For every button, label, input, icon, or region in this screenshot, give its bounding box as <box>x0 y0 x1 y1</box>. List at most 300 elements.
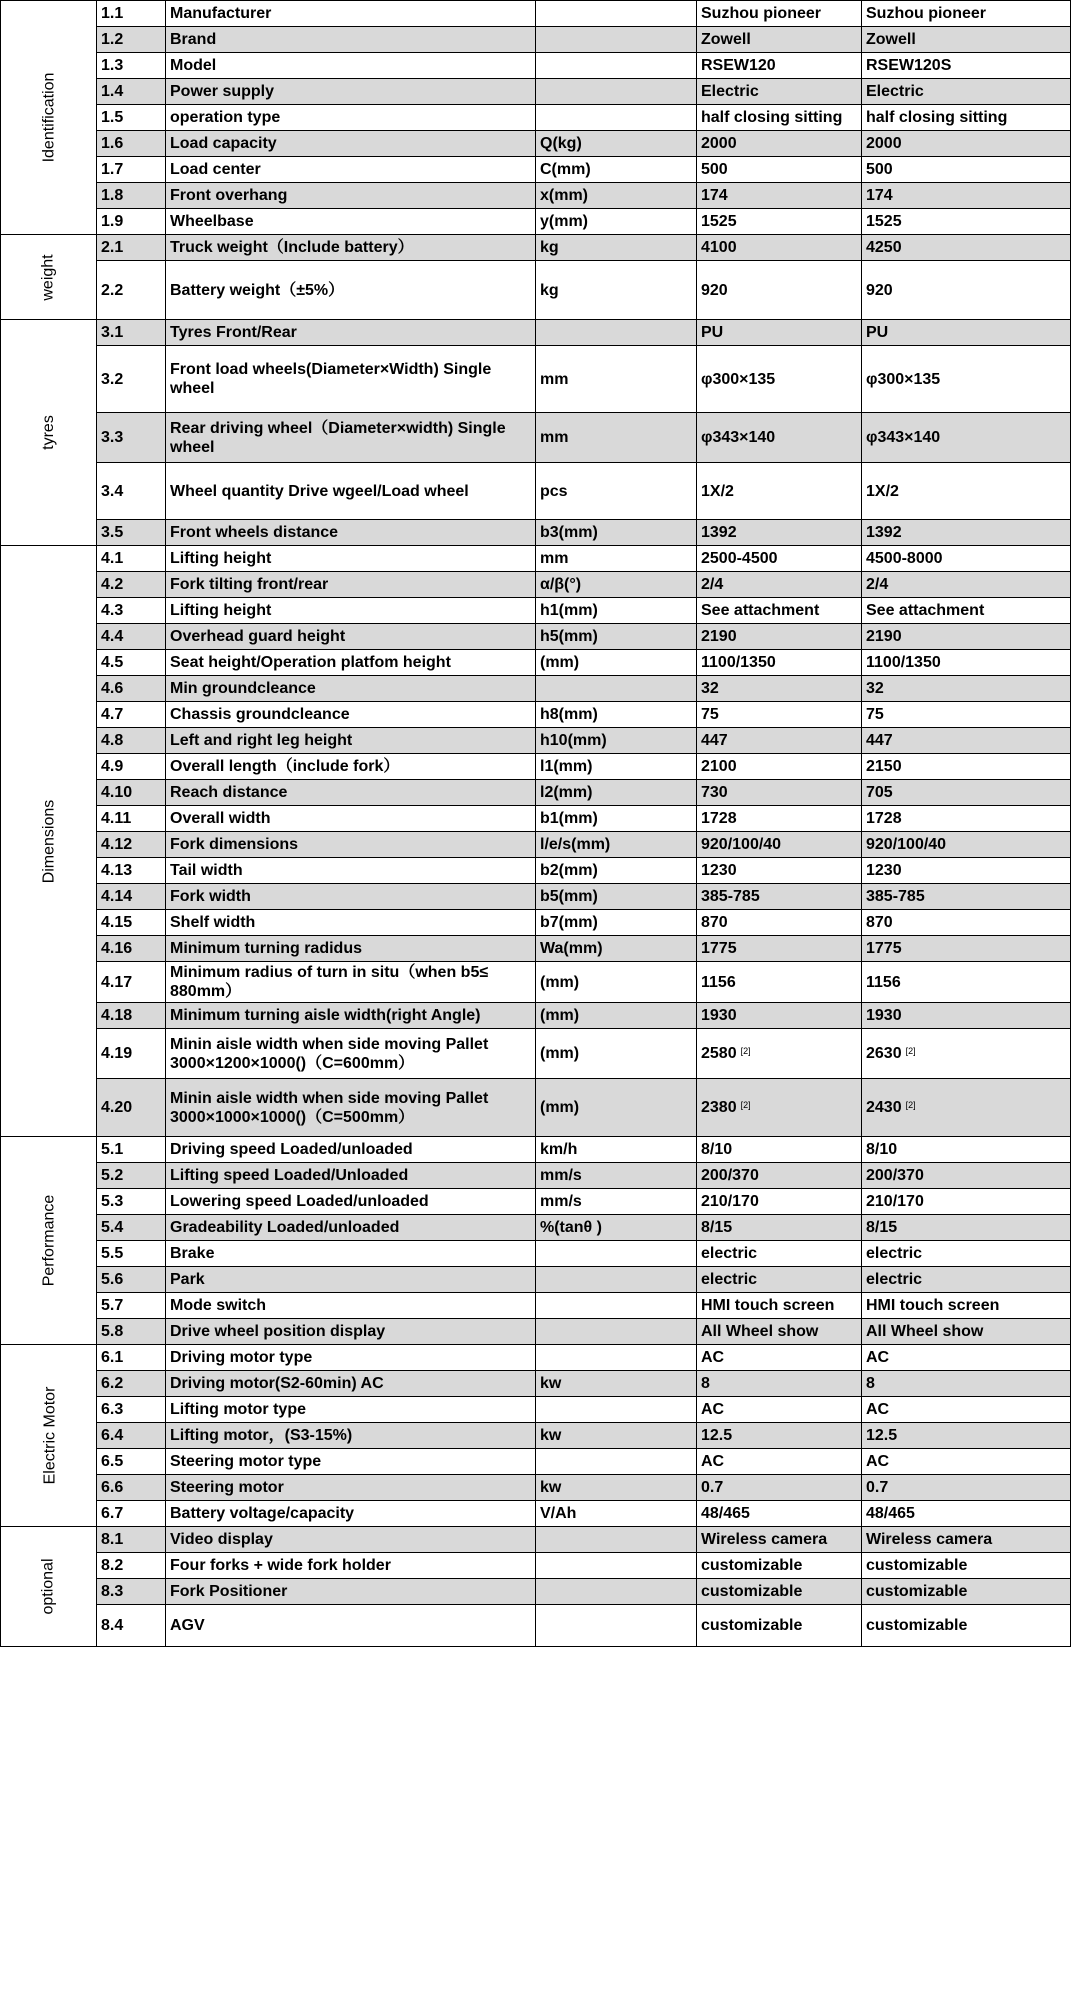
row-item: Reach distance <box>166 780 536 806</box>
value-model-2 <box>862 598 1071 624</box>
footnote-ref: [2] <box>740 1046 751 1056</box>
value-model-1 <box>697 261 862 320</box>
row-unit: kw <box>536 1475 697 1501</box>
value-model-2 <box>862 1345 1071 1371</box>
row-number: 8.4 <box>97 1605 166 1647</box>
row-unit <box>536 1527 697 1553</box>
value-text: 1230 <box>866 862 902 879</box>
table-row <box>1 1527 1071 1553</box>
table-row <box>1 463 1071 520</box>
value-text: 2150 <box>866 758 902 775</box>
value-model-1 <box>697 413 862 463</box>
value-model-2 <box>862 1553 1071 1579</box>
value-model-1 <box>697 1449 862 1475</box>
value-model-2 <box>862 1189 1071 1215</box>
row-unit: mm <box>536 413 697 463</box>
value-text: 870 <box>866 914 893 931</box>
value-model-1 <box>697 27 862 53</box>
value-text: 2190 <box>866 628 902 645</box>
row-unit <box>536 1397 697 1423</box>
value-text: customizable <box>866 1617 968 1634</box>
row-unit: α/β(°) <box>536 572 697 598</box>
row-unit: x(mm) <box>536 183 697 209</box>
value-text: 75 <box>866 706 884 723</box>
value-model-2 <box>862 520 1071 546</box>
table-row <box>1 1267 1071 1293</box>
row-number: 5.8 <box>97 1319 166 1345</box>
row-number: 6.7 <box>97 1501 166 1527</box>
value-model-2 <box>862 1 1071 27</box>
value-model-2 <box>862 754 1071 780</box>
row-number: 6.2 <box>97 1371 166 1397</box>
row-item: Minin aisle width when side moving Pallet 3000×1000×1000()（C=500mm） <box>166 1079 536 1137</box>
value-text: AC <box>701 1401 725 1418</box>
value-model-2 <box>862 1449 1071 1475</box>
row-unit: (mm) <box>536 1079 697 1137</box>
value-model-1 <box>697 1189 862 1215</box>
value-model-2 <box>862 1003 1071 1029</box>
table-row <box>1 806 1071 832</box>
value-model-2 <box>862 936 1071 962</box>
value-model-2 <box>862 572 1071 598</box>
value-text: AC <box>866 1401 890 1418</box>
row-item: Seat height/Operation platfom height <box>166 650 536 676</box>
value-text: customizable <box>866 1557 968 1574</box>
row-number: 4.8 <box>97 728 166 754</box>
value-text: Wireless camera <box>866 1531 993 1548</box>
value-text: 2580 <box>701 1045 737 1062</box>
row-number: 5.3 <box>97 1189 166 1215</box>
value-text: 1392 <box>866 524 902 541</box>
row-number: 1.9 <box>97 209 166 235</box>
value-model-2 <box>862 79 1071 105</box>
value-model-1 <box>697 157 862 183</box>
row-item: Overall width <box>166 806 536 832</box>
section-label <box>1 1527 97 1647</box>
row-number: 1.6 <box>97 131 166 157</box>
table-row <box>1 520 1071 546</box>
row-item: Lowering speed Loaded/unloaded <box>166 1189 536 1215</box>
row-unit <box>536 27 697 53</box>
value-model-1 <box>697 1527 862 1553</box>
value-text: electric <box>701 1271 758 1288</box>
row-number: 2.2 <box>97 261 166 320</box>
row-number: 2.1 <box>97 235 166 261</box>
value-model-2 <box>862 131 1071 157</box>
table-row <box>1 884 1071 910</box>
table-row <box>1 1293 1071 1319</box>
value-model-2 <box>862 728 1071 754</box>
row-unit <box>536 79 697 105</box>
value-text: 447 <box>701 732 728 749</box>
table-row <box>1 1605 1071 1647</box>
value-text: HMI touch screen <box>866 1297 1000 1314</box>
row-item: Front overhang <box>166 183 536 209</box>
row-unit <box>536 1 697 27</box>
row-item: Minimum turning aisle width(right Angle) <box>166 1003 536 1029</box>
value-text: HMI touch screen <box>701 1297 835 1314</box>
row-unit: (mm) <box>536 1003 697 1029</box>
value-model-1 <box>697 79 862 105</box>
value-model-1 <box>697 936 862 962</box>
row-unit: b3(mm) <box>536 520 697 546</box>
value-model-1 <box>697 1345 862 1371</box>
row-unit: b5(mm) <box>536 884 697 910</box>
row-number: 4.19 <box>97 1029 166 1079</box>
section-name: Electric Motor <box>41 1386 59 1485</box>
section-name: tyres <box>39 415 57 450</box>
row-item: Lifting speed Loaded/Unloaded <box>166 1163 536 1189</box>
value-model-1 <box>697 209 862 235</box>
value-text: 8 <box>866 1375 875 1392</box>
section-label <box>1 235 97 320</box>
value-model-2 <box>862 1319 1071 1345</box>
value-text: 1930 <box>866 1007 902 1024</box>
value-model-2 <box>862 463 1071 520</box>
section-label <box>1 1 97 235</box>
row-number: 4.16 <box>97 936 166 962</box>
value-model-2 <box>862 1397 1071 1423</box>
section-name: Identification <box>40 72 57 163</box>
value-text: 920/100/40 <box>866 836 947 853</box>
row-unit: C(mm) <box>536 157 697 183</box>
value-text: 385-785 <box>866 888 925 905</box>
row-number: 4.5 <box>97 650 166 676</box>
value-text: 75 <box>701 706 719 723</box>
row-unit <box>536 1449 697 1475</box>
table-row <box>1 1371 1071 1397</box>
row-unit <box>536 676 697 702</box>
value-text: 385-785 <box>701 888 760 905</box>
table-row <box>1 131 1071 157</box>
value-model-1 <box>697 320 862 346</box>
section-label <box>1 546 97 1137</box>
value-text: 210/170 <box>701 1193 759 1210</box>
row-unit: h8(mm) <box>536 702 697 728</box>
value-text: See attachment <box>701 602 820 619</box>
row-unit <box>536 1267 697 1293</box>
row-item: Brake <box>166 1241 536 1267</box>
value-text: 1775 <box>866 940 902 957</box>
row-item: Steering motor <box>166 1475 536 1501</box>
value-model-2 <box>862 1501 1071 1527</box>
row-number: 8.2 <box>97 1553 166 1579</box>
value-model-1 <box>697 1163 862 1189</box>
value-model-2 <box>862 884 1071 910</box>
value-model-1 <box>697 962 862 1003</box>
table-row <box>1 1579 1071 1605</box>
value-text: 2000 <box>866 135 902 152</box>
value-model-2 <box>862 346 1071 413</box>
table-row <box>1 572 1071 598</box>
value-model-1 <box>697 1423 862 1449</box>
table-row <box>1 1215 1071 1241</box>
value-text: φ300×135 <box>701 370 776 388</box>
table-row <box>1 1501 1071 1527</box>
row-number: 5.1 <box>97 1137 166 1163</box>
row-item: Steering motor type <box>166 1449 536 1475</box>
table-row <box>1 1029 1071 1079</box>
table-row <box>1 79 1071 105</box>
row-item: Left and right leg height <box>166 728 536 754</box>
row-unit: mm/s <box>536 1189 697 1215</box>
value-text: PU <box>866 324 889 341</box>
row-item: Video display <box>166 1527 536 1553</box>
table-row <box>1 1 1071 27</box>
row-item: Battery voltage/capacity <box>166 1501 536 1527</box>
value-text: 2/4 <box>701 576 724 593</box>
value-text: 1156 <box>701 973 736 991</box>
footnote-ref: [2] <box>905 1100 916 1110</box>
value-model-1 <box>697 1137 862 1163</box>
row-number: 3.4 <box>97 463 166 520</box>
row-number: 1.3 <box>97 53 166 79</box>
value-text: 8/10 <box>866 1141 898 1158</box>
value-text: 2380 <box>701 1099 737 1116</box>
value-model-2 <box>862 157 1071 183</box>
value-model-1 <box>697 1003 862 1029</box>
row-unit: l2(mm) <box>536 780 697 806</box>
row-number: 4.12 <box>97 832 166 858</box>
footnote-ref: [2] <box>740 1100 751 1110</box>
row-item: Wheel quantity Drive wgeel/Load wheel <box>166 463 536 520</box>
row-unit: (mm) <box>536 1029 697 1079</box>
value-text: Zowell <box>866 31 916 48</box>
row-unit: b2(mm) <box>536 858 697 884</box>
row-item: Overall length（include fork） <box>166 754 536 780</box>
value-model-1 <box>697 1 862 27</box>
row-number: 1.2 <box>97 27 166 53</box>
row-item: Fork width <box>166 884 536 910</box>
value-model-2 <box>862 27 1071 53</box>
value-model-2 <box>862 1029 1071 1079</box>
value-text: 4250 <box>866 239 902 256</box>
value-model-2 <box>862 1215 1071 1241</box>
table-row <box>1 235 1071 261</box>
row-number: 4.10 <box>97 780 166 806</box>
value-text: 2190 <box>701 628 737 645</box>
value-model-2 <box>862 320 1071 346</box>
value-text: AC <box>866 1453 890 1470</box>
row-number: 4.17 <box>97 962 166 1003</box>
row-unit: kg <box>536 235 697 261</box>
row-item: Lifting height <box>166 546 536 572</box>
value-text: 500 <box>866 161 893 178</box>
value-text: 0.7 <box>866 1479 889 1496</box>
value-model-1 <box>697 463 862 520</box>
row-unit: b1(mm) <box>536 806 697 832</box>
table-row <box>1 676 1071 702</box>
row-unit <box>536 53 697 79</box>
table-row <box>1 346 1071 413</box>
table-row <box>1 1189 1071 1215</box>
value-model-1 <box>697 1215 862 1241</box>
row-number: 5.6 <box>97 1267 166 1293</box>
value-text: half closing sitting <box>866 109 1008 126</box>
value-model-2 <box>862 1137 1071 1163</box>
row-item: Front wheels distance <box>166 520 536 546</box>
row-number: 4.3 <box>97 598 166 624</box>
row-item: Fork dimensions <box>166 832 536 858</box>
row-number: 1.4 <box>97 79 166 105</box>
value-text: 4500-8000 <box>866 550 943 567</box>
value-text: 8 <box>701 1375 710 1392</box>
value-text: 2000 <box>701 135 737 152</box>
row-number: 3.5 <box>97 520 166 546</box>
row-item: Driving motor type <box>166 1345 536 1371</box>
table-row <box>1 910 1071 936</box>
value-text: 1775 <box>701 940 737 957</box>
row-item: Fork tilting front/rear <box>166 572 536 598</box>
table-row <box>1 1137 1071 1163</box>
row-unit: pcs <box>536 463 697 520</box>
value-model-2 <box>862 806 1071 832</box>
row-unit <box>536 1605 697 1647</box>
value-text: 2430 <box>866 1099 902 1116</box>
value-model-1 <box>697 1267 862 1293</box>
value-model-2 <box>862 832 1071 858</box>
value-text: customizable <box>866 1583 968 1600</box>
value-text: All Wheel show <box>701 1323 819 1340</box>
value-model-1 <box>697 1579 862 1605</box>
row-number: 3.2 <box>97 346 166 413</box>
table-row <box>1 1475 1071 1501</box>
row-number: 6.3 <box>97 1397 166 1423</box>
value-model-1 <box>697 1029 862 1079</box>
row-unit: y(mm) <box>536 209 697 235</box>
value-text: 705 <box>866 784 893 801</box>
value-text: 48/465 <box>866 1505 915 1522</box>
value-text: 920 <box>701 281 728 299</box>
section-name: weight <box>40 253 57 301</box>
value-text: 1X/2 <box>866 482 899 500</box>
value-model-1 <box>697 1241 862 1267</box>
value-text: 4100 <box>701 239 737 256</box>
value-model-2 <box>862 1241 1071 1267</box>
row-item: Overhead guard height <box>166 624 536 650</box>
value-text: 2/4 <box>866 576 889 593</box>
value-model-1 <box>697 806 862 832</box>
row-unit: kw <box>536 1371 697 1397</box>
table-row <box>1 53 1071 79</box>
row-item: Model <box>166 53 536 79</box>
table-row <box>1 858 1071 884</box>
value-model-2 <box>862 1371 1071 1397</box>
value-model-2 <box>862 676 1071 702</box>
row-item: Battery weight（±5%） <box>166 261 536 320</box>
row-unit: V/Ah <box>536 1501 697 1527</box>
value-model-2 <box>862 910 1071 936</box>
value-model-2 <box>862 1293 1071 1319</box>
table-row <box>1 936 1071 962</box>
row-number: 4.18 <box>97 1003 166 1029</box>
row-item: Gradeability Loaded/unloaded <box>166 1215 536 1241</box>
footnote-ref: [2] <box>905 1046 916 1056</box>
row-number: 4.7 <box>97 702 166 728</box>
row-number: 4.4 <box>97 624 166 650</box>
row-item: Load capacity <box>166 131 536 157</box>
value-model-1 <box>697 520 862 546</box>
value-model-1 <box>697 884 862 910</box>
value-model-1 <box>697 1501 862 1527</box>
row-unit: %(tanθ ) <box>536 1215 697 1241</box>
value-text: 2100 <box>701 758 737 775</box>
section-name: Dimensions <box>40 799 57 883</box>
table-row <box>1 624 1071 650</box>
value-model-1 <box>697 1293 862 1319</box>
table-row <box>1 1397 1071 1423</box>
value-model-1 <box>697 650 862 676</box>
table-row <box>1 320 1071 346</box>
row-unit: l1(mm) <box>536 754 697 780</box>
value-text: 1100/1350 <box>866 654 941 671</box>
value-text: electric <box>866 1245 923 1262</box>
value-model-1 <box>697 832 862 858</box>
value-text: electric <box>866 1271 923 1288</box>
value-text: AC <box>701 1349 725 1366</box>
value-text: See attachment <box>866 602 985 619</box>
row-item: Lifting motor，(S3-15%) <box>166 1423 536 1449</box>
value-model-1 <box>697 183 862 209</box>
table-row <box>1 754 1071 780</box>
value-text: 174 <box>866 187 893 204</box>
value-text: Suzhou pioneer <box>866 5 986 22</box>
row-unit <box>536 1345 697 1371</box>
value-model-2 <box>862 1079 1071 1137</box>
value-text: AC <box>701 1453 725 1470</box>
row-item: Tyres Front/Rear <box>166 320 536 346</box>
row-unit <box>536 105 697 131</box>
value-text: 1728 <box>866 810 902 827</box>
row-number: 5.4 <box>97 1215 166 1241</box>
row-number: 4.14 <box>97 884 166 910</box>
value-text: 8/10 <box>701 1141 733 1158</box>
row-item: Load center <box>166 157 536 183</box>
row-unit: (mm) <box>536 650 697 676</box>
row-item: Minimum radius of turn in situ（when b5≤ 880mm） <box>166 962 536 1003</box>
value-model-1 <box>697 624 862 650</box>
row-item: Lifting motor type <box>166 1397 536 1423</box>
row-item: Driving motor(S2-60min) AC <box>166 1371 536 1397</box>
value-model-2 <box>862 546 1071 572</box>
row-number: 5.7 <box>97 1293 166 1319</box>
row-unit: b7(mm) <box>536 910 697 936</box>
value-text: 8/15 <box>866 1219 898 1236</box>
table-row <box>1 1449 1071 1475</box>
value-text: 447 <box>866 732 893 749</box>
value-text: 200/370 <box>866 1167 924 1184</box>
row-number: 4.2 <box>97 572 166 598</box>
value-model-2 <box>862 702 1071 728</box>
row-number: 8.1 <box>97 1527 166 1553</box>
value-model-1 <box>697 1605 862 1647</box>
value-model-2 <box>862 1579 1071 1605</box>
row-unit: Wa(mm) <box>536 936 697 962</box>
value-model-2 <box>862 650 1071 676</box>
table-row <box>1 261 1071 320</box>
row-unit: Q(kg) <box>536 131 697 157</box>
section-label <box>1 1345 97 1527</box>
value-text: Electric <box>701 83 759 100</box>
value-model-1 <box>697 105 862 131</box>
table-row <box>1 1423 1071 1449</box>
value-model-1 <box>697 754 862 780</box>
row-number: 6.4 <box>97 1423 166 1449</box>
row-item: Minin aisle width when side moving Pallet 3000×1200×1000()（C=600mm） <box>166 1029 536 1079</box>
table-row <box>1 728 1071 754</box>
value-model-2 <box>862 1423 1071 1449</box>
row-unit: h10(mm) <box>536 728 697 754</box>
